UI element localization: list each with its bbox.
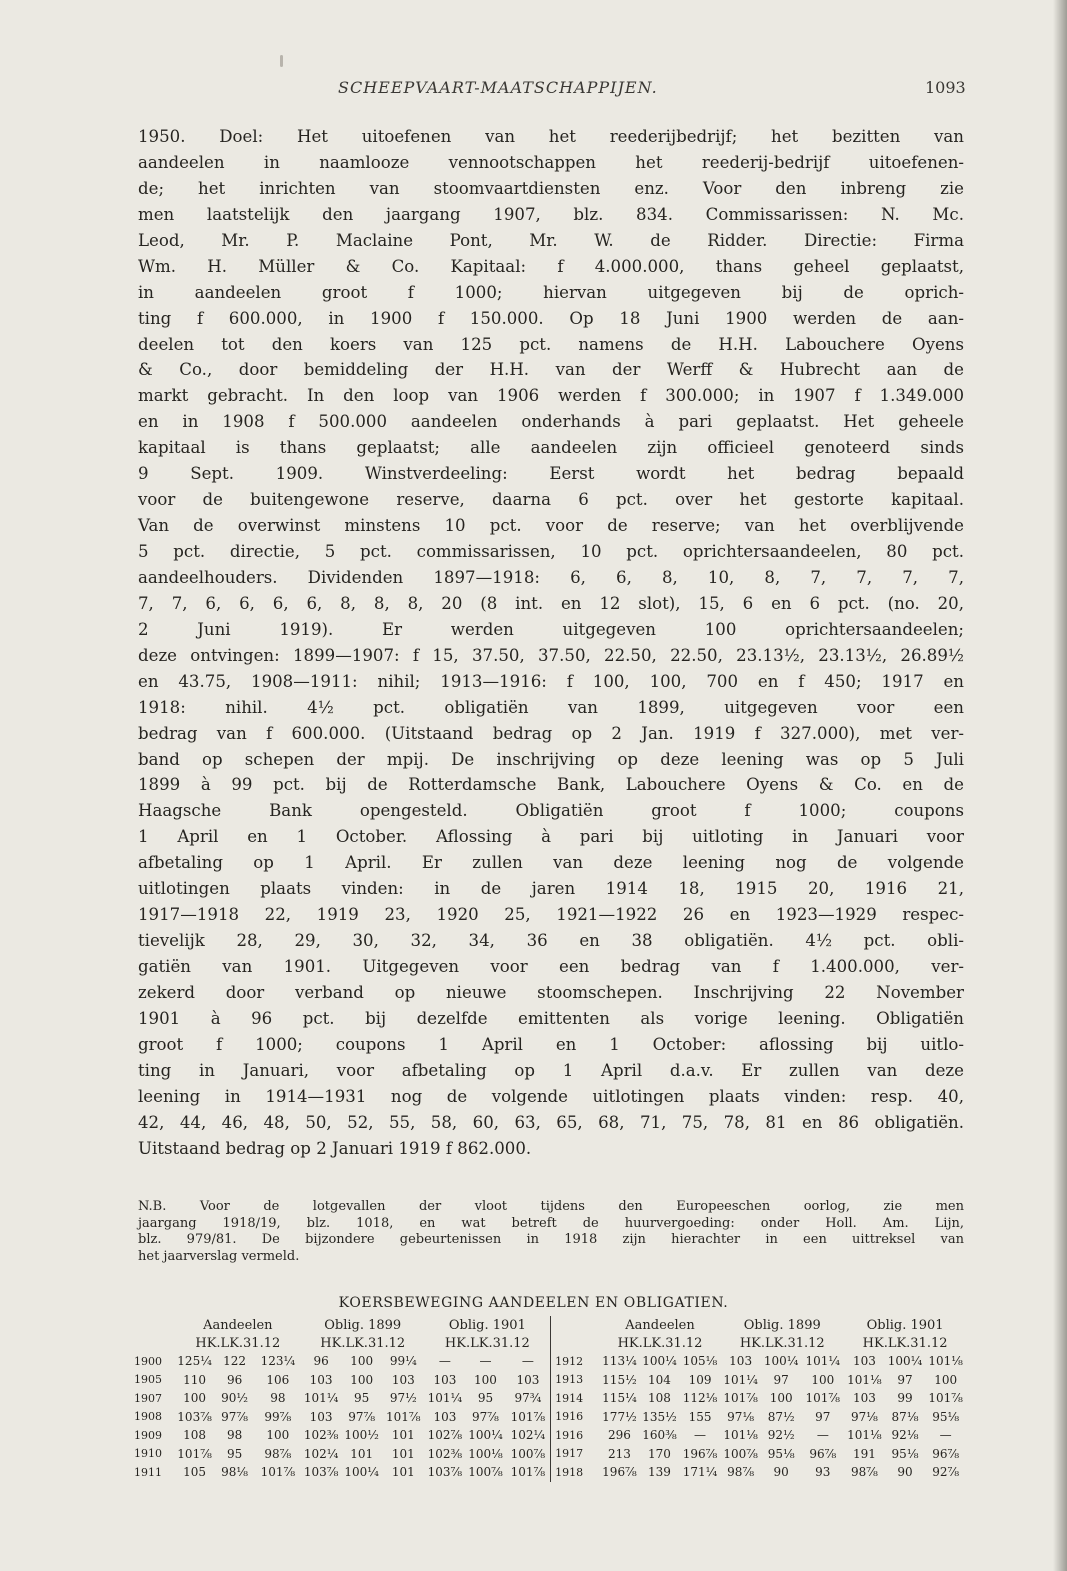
price-cell: 139 xyxy=(648,1465,671,1480)
price-cell: 155 xyxy=(688,1409,712,1424)
page-number: 1093 xyxy=(925,78,966,97)
price-cell: 101⅛ xyxy=(847,1372,882,1387)
price-cell: 96 xyxy=(226,1372,243,1387)
price-cell: 97½ xyxy=(389,1391,417,1406)
price-cell: 101¼ xyxy=(427,1391,463,1406)
price-cell: 101⅞ xyxy=(805,1391,841,1406)
price-cell: 92½ xyxy=(767,1428,795,1443)
body-text xyxy=(138,124,964,1162)
price-cell: 102¼ xyxy=(510,1428,546,1443)
price-cell: 101⅞ xyxy=(177,1446,212,1461)
note-line: het jaarverslag vermeld. xyxy=(138,1248,300,1264)
body-line: & Co., door bemiddeling der H.H. van der Werff & Hubrecht aan de xyxy=(138,360,964,380)
year-cell: 1913 xyxy=(551,1371,600,1390)
year-cell: 1908 xyxy=(134,1410,162,1424)
price-cell: 103 xyxy=(852,1354,876,1369)
price-cell: 103⅞ xyxy=(177,1409,212,1424)
header-aandeelen-right: Aandeelen xyxy=(625,1317,695,1333)
price-cell: 102¼ xyxy=(303,1446,339,1461)
price-cell: 101¼ xyxy=(303,1391,339,1406)
sub-header: HK.LK.31.12 xyxy=(617,1335,703,1351)
price-cell: 100¼ xyxy=(344,1465,379,1480)
scan-speck xyxy=(280,55,283,67)
sub-header: HK.LK.31.12 xyxy=(444,1335,530,1351)
table-row xyxy=(130,1389,966,1408)
year-cell: 1912 xyxy=(551,1352,600,1371)
price-table xyxy=(130,1316,966,1482)
body-line: 7, 7, 6, 6, 6, 6, 8, 8, 8, 20 (8 int. en 12 slot), 15, 6 en 6 pct. (no. 20, xyxy=(138,593,964,613)
body-line: kapitaal is thans geplaatst; alle aandeelen zijn officieel genoteerd sinds xyxy=(138,438,964,458)
header-aandeelen-left: Aandeelen xyxy=(203,1317,273,1333)
header-oblig-1899-right: Oblig. 1899 xyxy=(743,1317,821,1333)
price-cell: 100 xyxy=(474,1372,497,1387)
price-cell: 100⅞ xyxy=(723,1446,758,1461)
price-cell: 98⅞ xyxy=(727,1465,755,1480)
price-cell: 96 xyxy=(313,1354,329,1369)
price-cell: 97¾ xyxy=(514,1391,542,1406)
body-line: Uitstaand bedrag op 2 Januari 1919 f 862.000. xyxy=(138,1138,532,1158)
sub-header: HK.LK.31.12 xyxy=(862,1335,948,1351)
price-cell: 191 xyxy=(852,1446,876,1461)
sub-header: HK.LK.31.12 xyxy=(195,1335,281,1351)
price-cell: 100 xyxy=(266,1428,290,1443)
year-cell: 1914 xyxy=(551,1389,600,1408)
price-cell: 100¼ xyxy=(763,1354,799,1369)
price-cell: 108 xyxy=(183,1428,207,1443)
body-line: uitlotingen plaats vinden: in de jaren 1914 18, 1915 20, 1916 21, xyxy=(138,879,964,899)
body-line: afbetaling op 1 April. Er zullen van deze leening nog de volgende xyxy=(138,853,964,873)
price-cell: 100⅞ xyxy=(468,1465,503,1480)
body-line: Wm. H. Müller & Co. Kapitaal: f 4.000.000, thans geheel geplaatst, xyxy=(138,256,964,276)
body-line: 1918: nihil. 4½ pct. obligatiën van 1899, uitgegeven voor een xyxy=(138,697,964,717)
body-line: en 43.75, 1908—1911: nihil; 1913—1916: f 100, 100, 700 en f 450; 1917 en xyxy=(138,671,964,691)
price-cell: 106 xyxy=(266,1372,290,1387)
footnote xyxy=(138,1199,964,1265)
price-cell: 99 xyxy=(897,1391,913,1406)
price-cell: 101⅞ xyxy=(510,1409,546,1424)
price-cell: 95⅛ xyxy=(932,1409,960,1424)
body-line: deelen tot den koers van 125 pct. namens de H.H. Labouchere Oyens xyxy=(138,334,964,354)
body-line: 9 Sept. 1909. Winstverdeeling: Eerst wordt het bedrag bepaald xyxy=(138,464,964,484)
price-cell: 97 xyxy=(773,1372,789,1387)
body-line: men laatstelijk den jaargang 1907, blz. 834. Commissarissen: N. Mc. xyxy=(138,204,964,224)
body-line: ting in Januari, voor afbetaling op 1 April d.a.v. Er zullen van deze xyxy=(138,1060,964,1080)
price-cell: 98 xyxy=(270,1391,286,1406)
price-cell: 101⅞ xyxy=(386,1409,421,1424)
price-cell: 97 xyxy=(897,1372,913,1387)
price-cell: 105⅛ xyxy=(682,1354,718,1369)
body-line: in aandeelen groot f 1000; hiervan uitgegeven bij de oprich- xyxy=(138,282,964,302)
table-row xyxy=(130,1352,966,1371)
header-oblig-1901-right: Oblig. 1901 xyxy=(866,1317,944,1333)
running-title: SCHEEPVAART-MAATSCHAPPIJEN. xyxy=(338,78,658,97)
price-cell: 100 xyxy=(934,1372,958,1387)
body-line: ting f 600.000, in 1900 f 150.000. Op 18 Juni 1900 werden de aan- xyxy=(138,308,964,328)
price-cell: 196⅞ xyxy=(682,1446,718,1461)
body-line: 1917—1918 22, 1919 23, 1920 25, 1921—1922 26 en 1923—1929 respec- xyxy=(138,905,964,925)
price-cell: 135½ xyxy=(642,1409,677,1424)
price-cell: 98⅞ xyxy=(850,1465,878,1480)
price-cell: 92⅛ xyxy=(891,1428,919,1443)
price-cell: 102⅞ xyxy=(427,1428,463,1443)
price-cell: 101⅛ xyxy=(723,1428,758,1443)
table-body xyxy=(130,1352,966,1482)
body-line: tievelijk 28, 29, 30, 32, 34, 36 en 38 obligatiën. 4½ pct. obli- xyxy=(138,931,964,951)
table-row xyxy=(130,1445,966,1464)
body-line: bedrag van f 600.000. (Uitstaand bedrag op 2 Jan. 1919 f 327.000), met ver- xyxy=(138,723,964,743)
price-cell: 101⅞ xyxy=(260,1465,296,1480)
year-cell: 1911 xyxy=(134,1465,162,1479)
price-cell: 100¼ xyxy=(887,1354,923,1369)
price-cell: 101¼ xyxy=(723,1372,758,1387)
body-line: deze ontvingen: 1899—1907: f 15, 37.50, 37.50, 22.50, 22.50, 23.13½, 23.13½, 26.89½ xyxy=(138,645,964,665)
price-cell: 90½ xyxy=(221,1391,249,1406)
table-title: KOERSBEWEGING AANDEELEN EN OBLIGATIEN. xyxy=(338,1295,729,1311)
price-cell: 103⅞ xyxy=(303,1465,339,1480)
price-cell: 108 xyxy=(648,1391,671,1406)
price-cell: 113¼ xyxy=(602,1354,637,1369)
price-cell: 97⅛ xyxy=(727,1409,755,1424)
price-cell: 100 xyxy=(350,1354,374,1369)
price-cell: 100¼ xyxy=(468,1428,503,1443)
running-head xyxy=(0,74,1067,104)
price-cell: 103 xyxy=(852,1391,876,1406)
price-cell: 95⅛ xyxy=(891,1446,919,1461)
sub-header: HK.LK.31.12 xyxy=(320,1335,406,1351)
price-cell: 97 xyxy=(815,1409,831,1424)
price-cell: 122 xyxy=(223,1354,247,1369)
price-cell: 97⅛ xyxy=(850,1409,878,1424)
price-cell: 103 xyxy=(433,1372,457,1387)
price-cell: 100 xyxy=(769,1391,793,1406)
price-cell: — xyxy=(939,1428,952,1443)
price-cell: 100½ xyxy=(344,1428,379,1443)
price-cell: 96⅞ xyxy=(809,1446,837,1461)
price-cell: 97⅞ xyxy=(472,1409,499,1424)
price-cell: 170 xyxy=(648,1446,671,1461)
price-cell: 115¼ xyxy=(602,1391,637,1406)
body-line: 2 Juni 1919). Er werden uitgegeven 100 oprichtersaandeelen; xyxy=(138,619,964,639)
price-cell: 101⅞ xyxy=(510,1465,546,1480)
body-line: 1901 à 96 pct. bij dezelfde emittenten als vorige leening. Obligatiën xyxy=(138,1008,964,1028)
price-cell: 90 xyxy=(773,1465,789,1480)
price-cell: 92⅞ xyxy=(932,1465,960,1480)
sub-header: HK.LK.31.12 xyxy=(739,1335,825,1351)
price-cell: 101 xyxy=(391,1446,415,1461)
body-line: aandeelhouders. Dividenden 1897—1918: 6, 6, 8, 10, 8, 7, 7, 7, 7, xyxy=(138,567,964,587)
table-sub-header-row xyxy=(130,1334,966,1352)
price-cell: 160⅜ xyxy=(642,1428,677,1443)
price-cell: 98⅛ xyxy=(221,1465,249,1480)
body-line: Haagsche Bank opengesteld. Obligatiën groot f 1000; coupons xyxy=(138,801,964,821)
year-cell: 1910 xyxy=(134,1447,162,1461)
price-cell: 103 xyxy=(516,1372,540,1387)
price-cell: 95 xyxy=(226,1446,243,1461)
year-cell: 1907 xyxy=(134,1391,162,1405)
body-line: 1 April en 1 October. Aflossing à pari bij uitloting in Januari voor xyxy=(138,827,964,847)
price-cell: 97⅞ xyxy=(221,1409,249,1424)
note-line: blz. 979/81. De bijzondere gebeurtenissen in 1918 zijn hierachter in een uittreksel van xyxy=(138,1232,964,1247)
price-cell: 98 xyxy=(226,1428,243,1443)
table-row xyxy=(130,1371,966,1390)
price-cell: 100¼ xyxy=(642,1354,677,1369)
price-cell: 100 xyxy=(350,1372,374,1387)
table-group-header-row xyxy=(130,1316,966,1334)
header-oblig-1901-left: Oblig. 1901 xyxy=(448,1317,526,1333)
year-cell: 1916 xyxy=(551,1408,600,1427)
body-line: groot f 1000; coupons 1 April en 1 October: aflossing bij uitlo- xyxy=(138,1034,964,1054)
price-cell: 95⅛ xyxy=(767,1446,795,1461)
price-cell: 103 xyxy=(309,1372,333,1387)
body-line: 42, 44, 46, 48, 50, 52, 55, 58, 60, 63, 65, 68, 71, 75, 78, 81 en 86 obligatiën. xyxy=(138,1112,964,1132)
price-cell: 177½ xyxy=(602,1409,637,1424)
price-cell: 90 xyxy=(897,1465,913,1480)
price-cell: 105 xyxy=(183,1465,207,1480)
body-line: 1899 à 99 pct. bij de Rotterdamsche Bank, Labouchere Oyens & Co. en de xyxy=(138,775,964,795)
price-cell: 101⅞ xyxy=(723,1391,758,1406)
price-cell: 103 xyxy=(433,1409,457,1424)
year-cell: 1918 xyxy=(551,1463,600,1482)
price-cell: 103 xyxy=(729,1354,753,1369)
price-cell: 99¼ xyxy=(389,1354,417,1369)
price-cell: 103 xyxy=(391,1372,415,1387)
price-cell: 101¼ xyxy=(805,1354,841,1369)
price-cell: 196⅞ xyxy=(602,1465,637,1480)
year-cell: 1905 xyxy=(134,1373,162,1387)
price-cell: 101 xyxy=(391,1465,415,1480)
price-cell: 110 xyxy=(183,1372,207,1387)
price-cell: 101⅞ xyxy=(928,1391,963,1406)
price-cell: 102⅜ xyxy=(303,1428,339,1443)
body-line: Leod, Mr. P. Maclaine Pont, Mr. W. de Ridder. Directie: Firma xyxy=(138,230,964,250)
price-cell: 103⅞ xyxy=(427,1465,463,1480)
price-cell: 123¼ xyxy=(260,1354,296,1369)
price-cell: 100 xyxy=(183,1391,207,1406)
price-cell: 96⅞ xyxy=(932,1446,960,1461)
price-cell: 171¼ xyxy=(682,1465,718,1480)
body-line: 5 pct. directie, 5 pct. commissarissen, 10 pct. oprichtersaandeelen, 80 pct. xyxy=(138,542,964,561)
body-line: band op schepen der mpij. De inschrijving op deze leening was op 5 Juli xyxy=(138,749,964,769)
body-line: de; het inrichten van stoomvaartdiensten enz. Voor den inbreng zie xyxy=(138,178,964,198)
price-cell: 87½ xyxy=(767,1409,795,1424)
header-oblig-1899-left: Oblig. 1899 xyxy=(324,1317,402,1333)
price-cell: — xyxy=(694,1428,707,1443)
price-cell: 95 xyxy=(477,1391,494,1406)
table-row xyxy=(130,1463,966,1482)
price-cell: — xyxy=(816,1428,829,1443)
price-cell: 95 xyxy=(354,1391,370,1406)
year-cell: 1917 xyxy=(551,1445,600,1464)
price-cell: 125¼ xyxy=(177,1354,212,1369)
price-cell: 100⅛ xyxy=(468,1446,503,1461)
price-cell: 101⅛ xyxy=(928,1354,963,1369)
price-cell: 100⅞ xyxy=(510,1446,546,1461)
price-cell: 102⅜ xyxy=(427,1446,463,1461)
price-cell: 109 xyxy=(688,1372,712,1387)
price-cell: 98⅞ xyxy=(264,1446,292,1461)
year-cell: 1909 xyxy=(134,1428,162,1442)
body-line: Van de overwinst minstens 10 pct. voor de reserve; van het overblijvende xyxy=(138,516,964,536)
price-cell: 99⅞ xyxy=(264,1409,292,1424)
body-line: leening in 1914—1931 nog de volgende uitlotingen plaats vinden: resp. 40, xyxy=(138,1086,964,1106)
price-cell: 115½ xyxy=(602,1372,637,1387)
table-row xyxy=(130,1426,966,1445)
price-cell: — xyxy=(521,1354,534,1369)
price-cell: — xyxy=(438,1354,451,1369)
price-cell: 93 xyxy=(815,1465,831,1480)
price-cell: 103 xyxy=(309,1409,333,1424)
price-cell: 101⅛ xyxy=(847,1428,882,1443)
price-cell: 87⅛ xyxy=(891,1409,919,1424)
table-row xyxy=(130,1408,966,1427)
price-cell: 296 xyxy=(607,1428,631,1443)
year-cell: 1900 xyxy=(134,1354,162,1368)
body-line: gatiën van 1901. Uitgegeven voor een bedrag van f 1.400.000, ver- xyxy=(138,957,964,976)
body-line: 1950. Doel: Het uitoefenen van het reederijbedrijf; het bezitten van xyxy=(138,127,964,146)
price-cell: 101 xyxy=(350,1446,374,1461)
price-cell: 213 xyxy=(607,1446,631,1461)
body-line: zekerd door verband op nieuwe stoomschepen. Inschrijving 22 November xyxy=(138,982,964,1002)
body-line: aandeelen in naamlooze vennootschappen het reederij-bedrijf uitoefenen- xyxy=(138,152,964,172)
body-line: markt gebracht. In den loop van 1906 werden f 300.000; in 1907 f 1.349.000 xyxy=(138,386,964,406)
price-cell: 104 xyxy=(648,1372,671,1387)
price-cell: 97⅞ xyxy=(348,1409,376,1424)
year-cell: 1916 xyxy=(551,1426,600,1445)
price-cell: 112⅛ xyxy=(682,1391,718,1406)
note-line: N.B. Voor de lotgevallen der vloot tijdens den Europeeschen oorlog, zie men xyxy=(138,1199,964,1214)
body-line: en in 1908 f 500.000 aandeelen onderhands à pari geplaatst. Het geheele xyxy=(138,412,964,432)
price-cell: — xyxy=(479,1354,492,1369)
price-cell: 100 xyxy=(811,1372,835,1387)
price-cell: 101 xyxy=(391,1428,415,1443)
note-line: jaargang 1918/19, blz. 1018, en wat betreft de huurvergoeding: onder Holl. Am. Lijn, xyxy=(138,1215,964,1231)
body-line: voor de buitengewone reserve, daarna 6 pct. over het gestorte kapitaal. xyxy=(138,490,964,510)
